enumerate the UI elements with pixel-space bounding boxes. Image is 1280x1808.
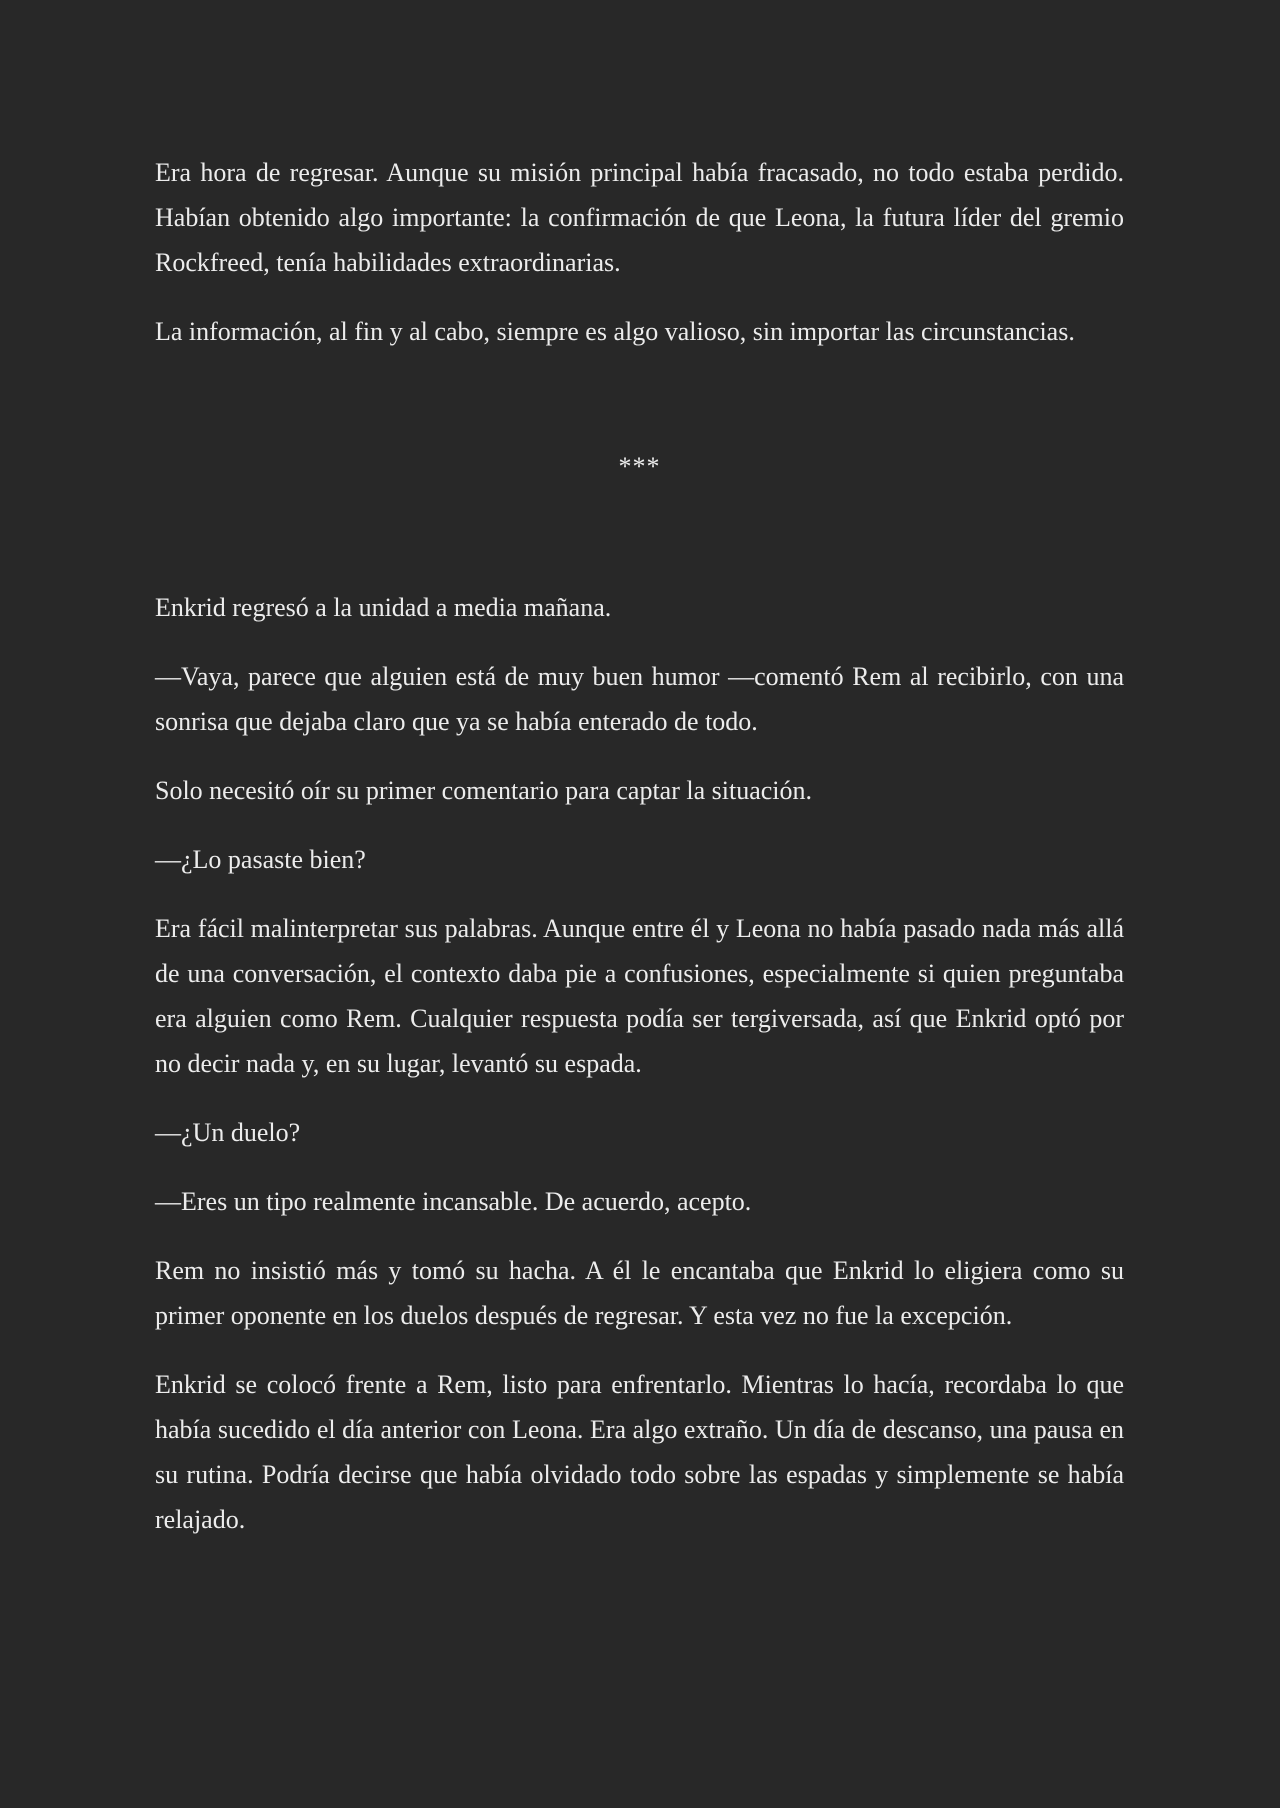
paragraph: Era hora de regresar. Aunque su misión principal había fracasado, no todo estaba perdido. Habían obtenido algo importante: la confirmación de que Leona, la futura líder del gremio Rockfreed, tenía habilidades extraordinarias. xyxy=(155,158,1124,277)
paragraph: Enkrid regresó a la unidad a media mañana. xyxy=(155,593,612,622)
dialogue-paragraph: —Vaya, parece que alguien está de muy buen humor —comentó Rem al recibirlo, con una sonrisa que dejaba claro que ya se había enterado de todo. xyxy=(155,662,1124,736)
paragraph: Solo necesitó oír su primer comentario para captar la situación. xyxy=(155,776,812,805)
paragraph: La información, al fin y al cabo, siempre es algo valioso, sin importar las circunstancias. xyxy=(155,317,1075,346)
paragraph: Enkrid se colocó frente a Rem, listo para enfrentarlo. Mientras lo hacía, recordaba lo que había sucedido el día anterior con Leona. Era algo extraño. Un día de descanso, una pausa en su rutina. Podría decirse que había olvidado todo sobre las espadas y simplemente se había relajado. xyxy=(155,1370,1124,1534)
scene-separator: *** xyxy=(618,452,661,481)
dialogue-paragraph: —¿Un duelo? xyxy=(155,1118,301,1147)
chapter-text xyxy=(155,150,1124,1566)
paragraph: Rem no insistió más y tomó su hacha. A él le encantaba que Enkrid lo eligiera como su primer oponente en los duelos después de regresar. Y esta vez no fue la excepción. xyxy=(155,1256,1124,1330)
dialogue-paragraph: —¿Lo pasaste bien? xyxy=(155,845,366,874)
dialogue-paragraph: —Eres un tipo realmente incansable. De acuerdo, acepto. xyxy=(155,1187,752,1216)
paragraph: Era fácil malinterpretar sus palabras. Aunque entre él y Leona no había pasado nada más allá de una conversación, el contexto daba pie a confusiones, especialmente si quien preguntaba era alguien como Rem. Cualquier respuesta podía ser tergiversada, así que Enkrid optó por no decir nada y, en su lugar, levantó su espada. xyxy=(155,914,1124,1078)
